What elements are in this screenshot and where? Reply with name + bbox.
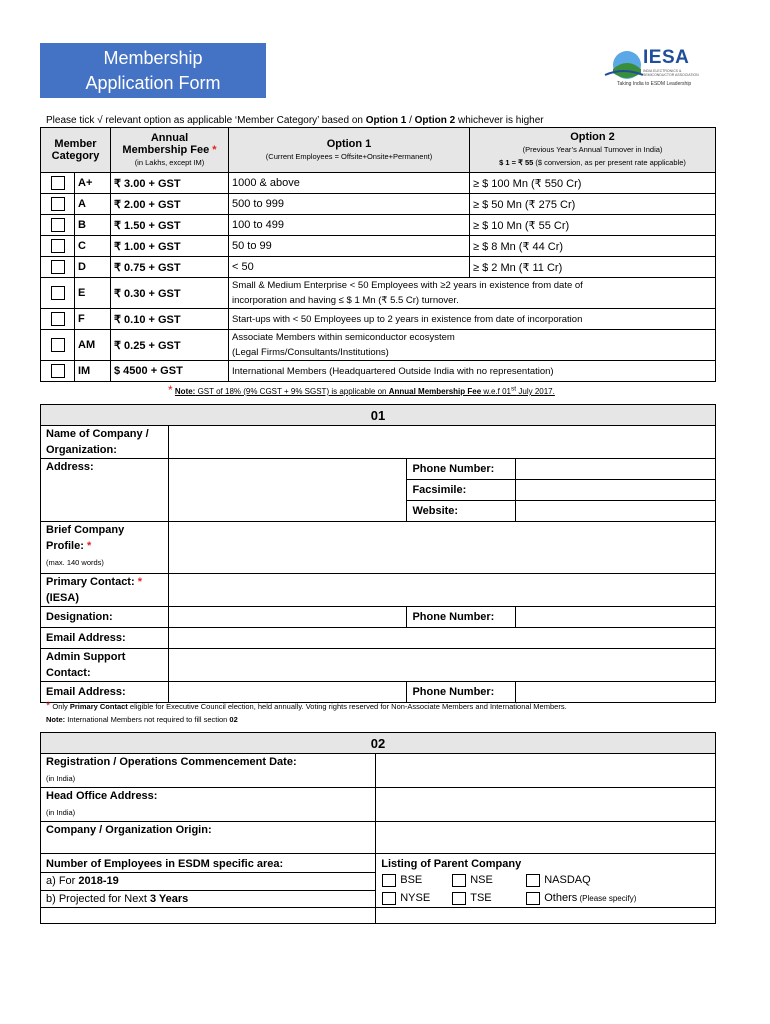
table-row — [41, 309, 716, 330]
category-fee: ₹ 0.25 + GST — [111, 330, 229, 361]
employees-label: Number of Employees in ESDM specific area: — [46, 858, 284, 870]
table-row — [41, 330, 716, 361]
category-code: E — [75, 278, 111, 309]
checkbox-cell — [41, 278, 75, 309]
form-row — [41, 788, 716, 822]
reg-date-text: Registration / Operations Commencement Date: — [46, 756, 297, 768]
email-label: Email Address: — [41, 628, 169, 649]
category-code: C — [75, 236, 111, 257]
table-row — [41, 236, 716, 257]
section-01-table — [40, 404, 716, 703]
note-text1: GST of 18% (9% CGST + 9% SGST) is applicable on — [195, 387, 389, 396]
form-title — [40, 43, 266, 98]
phone2-input[interactable] — [516, 607, 716, 628]
logo-small-text: INDIA ELECTRONICS & SEMICONDUCTOR ASSOCIATION — [643, 69, 699, 77]
head-office-sub: (in India) — [46, 808, 76, 817]
category-description — [229, 278, 716, 309]
form-row — [41, 822, 716, 854]
form-row — [41, 649, 716, 682]
profile-label-text: Brief Company Profile: — [46, 524, 125, 552]
form-row — [41, 574, 716, 607]
company-name-label: Name of Company / Organization: — [41, 426, 169, 459]
instruction-prefix: Please tick √ relevant option as applicable ‘Member Category’ based on — [46, 115, 366, 126]
note-bold: Annual Membership Fee — [388, 387, 482, 396]
category-code: IM — [75, 361, 111, 382]
header-opt2-sub1: (Previous Year’s Annual Turnover in India) — [522, 145, 663, 154]
exchange-nasdaq: NASDAQ — [544, 874, 591, 886]
category-option1: 100 to 499 — [229, 215, 470, 236]
emp-b-prefix: b) Projected for Next — [46, 893, 150, 905]
category-fee: $ 4500 + GST — [111, 361, 229, 382]
designation-label: Designation: — [41, 607, 169, 628]
category-checkbox-a-plus[interactable] — [51, 176, 65, 190]
website-input[interactable] — [516, 501, 716, 522]
address-label: Address: — [41, 459, 169, 522]
head-office-input[interactable] — [376, 788, 716, 822]
checkbox-cell — [41, 361, 75, 382]
required-star: * — [212, 143, 217, 156]
reg-date-sub: (in India) — [46, 774, 76, 783]
category-option1: 1000 & above — [229, 173, 470, 194]
desc-line2: incorporation and having ≤ $ 1 Mn (₹ 5.5 Cr) turnover. — [232, 295, 459, 306]
fax-label: Facsimile: — [407, 480, 516, 501]
phone-input[interactable] — [516, 459, 716, 480]
exchange-row-2 — [376, 890, 715, 907]
email2-label: Email Address: — [41, 682, 169, 703]
checkbox-others[interactable] — [526, 892, 540, 905]
blank-cell[interactable] — [376, 908, 716, 924]
gst-note — [168, 383, 555, 397]
checkbox-bse[interactable] — [382, 874, 396, 887]
note2-bold: Primary Contact — [69, 702, 128, 711]
admin-contact-label: Admin Support Contact: — [41, 649, 169, 682]
form-row — [41, 522, 716, 574]
phone3-label: Phone Number: — [407, 682, 516, 703]
form-row — [41, 607, 716, 628]
desc-line1: Small & Medium Enterprise < 50 Employees with ≥2 years in existence from date of — [232, 280, 583, 291]
phone-label: Phone Number: — [407, 459, 516, 480]
checkbox-cell — [41, 236, 75, 257]
instruction-opt2: Option 2 — [414, 115, 456, 126]
fax-input[interactable] — [516, 480, 716, 501]
category-checkbox-c[interactable] — [51, 239, 65, 253]
table-header-row — [41, 128, 716, 173]
table-row — [41, 278, 716, 309]
table-row — [41, 361, 716, 382]
category-code: F — [75, 309, 111, 330]
category-fee: ₹ 1.50 + GST — [111, 215, 229, 236]
section-number: 02 — [41, 733, 716, 754]
section-header — [41, 733, 716, 754]
exchange-tse: TSE — [470, 892, 492, 904]
header-category-2: Category — [51, 150, 100, 162]
instruction-sep: / — [406, 115, 415, 126]
note2-label: Note: — [46, 715, 66, 724]
exchange-bse: BSE — [400, 874, 423, 886]
header-opt1-sub: (Current Employees = Offsite+Onsite+Permanent) — [265, 151, 433, 161]
primary-contact-input[interactable] — [168, 574, 715, 607]
form-row — [41, 754, 716, 788]
head-office-text: Head Office Address: — [46, 790, 158, 802]
primary-contact-label — [41, 574, 169, 607]
checkbox-tse[interactable] — [452, 892, 466, 905]
profile-input[interactable] — [168, 522, 715, 574]
checkbox-cell — [41, 215, 75, 236]
others-sub: (Please specify) — [577, 894, 637, 903]
parent-listing-label: Listing of Parent Company — [381, 858, 522, 870]
origin-input[interactable] — [376, 822, 716, 854]
desc-line1: Associate Members within semiconductor ecosystem — [232, 332, 455, 343]
reg-date-input[interactable] — [376, 754, 716, 788]
exchange-row-1 — [376, 872, 715, 890]
category-fee: ₹ 2.00 + GST — [111, 194, 229, 215]
header-opt2-title: Option 2 — [570, 131, 615, 143]
header-fee-1: Annual — [150, 131, 189, 144]
note2-line1 — [46, 700, 567, 713]
website-label: Website: — [407, 501, 516, 522]
profile-sub: (max. 140 words) — [46, 558, 104, 567]
header-fee — [111, 128, 229, 173]
reg-date-label — [41, 754, 376, 788]
parent-listing-cell — [376, 854, 716, 908]
instruction-suffix: whichever is higher — [455, 115, 544, 126]
category-checkbox-d[interactable] — [51, 260, 65, 274]
form-row — [41, 854, 716, 908]
note-star: * — [168, 383, 173, 397]
checkbox-cell — [41, 194, 75, 215]
emp-a-prefix: a) For — [46, 875, 79, 887]
header-member-category — [41, 128, 111, 173]
logo-text: IESA — [643, 47, 690, 68]
employees-row-a[interactable] — [41, 872, 375, 890]
category-checkbox-f[interactable] — [51, 312, 65, 326]
primary-contact-text: Primary Contact: — [46, 576, 135, 588]
header-fee-2: Membership Fee — [122, 143, 210, 156]
required-star: * — [137, 576, 142, 588]
category-code: AM — [75, 330, 111, 361]
category-checkbox-am[interactable] — [51, 338, 65, 352]
employees-row-b[interactable] — [41, 890, 375, 907]
origin-label: Company / Organization Origin: — [41, 822, 376, 854]
checkbox-cell — [41, 309, 75, 330]
category-code: D — [75, 257, 111, 278]
note-text3: July 2017. — [516, 387, 555, 396]
exchange-nse: NSE — [470, 874, 493, 886]
head-office-label — [41, 788, 376, 822]
note2-text: International Members not required to fill section — [65, 715, 230, 724]
blank-cell[interactable] — [41, 908, 376, 924]
category-option1: < 50 — [229, 257, 470, 278]
section-header — [41, 405, 716, 426]
category-fee: ₹ 1.00 + GST — [111, 236, 229, 257]
note-sup: st — [510, 385, 517, 393]
category-code: B — [75, 215, 111, 236]
header-opt2-sub2: ($ conversion, as per present rate applicable) — [533, 158, 686, 167]
membership-category-table — [40, 127, 716, 382]
primary-contact-sub: (IESA) — [46, 592, 79, 604]
address-input[interactable] — [168, 459, 407, 522]
category-description: International Members (Headquartered Outside India with no representation) — [229, 361, 716, 382]
category-option2: ≥ $ 50 Mn (₹ 275 Cr) — [470, 194, 716, 215]
category-code: A+ — [75, 173, 111, 194]
table-row — [41, 173, 716, 194]
globe-icon — [603, 49, 643, 83]
category-option1: 50 to 99 — [229, 236, 470, 257]
logo-tagline: Taking India to ESDM Leadership — [617, 81, 692, 87]
category-option2: ≥ $ 8 Mn (₹ 44 Cr) — [470, 236, 716, 257]
instruction-opt1: Option 1 — [365, 115, 407, 126]
note2-section-ref: 02 — [229, 715, 238, 724]
section-number: 01 — [41, 405, 716, 426]
category-option1: 500 to 999 — [229, 194, 470, 215]
category-code: A — [75, 194, 111, 215]
checkbox-cell — [41, 330, 75, 361]
header-category-1: Member — [54, 138, 97, 150]
category-description — [229, 330, 716, 361]
checkbox-nasdaq[interactable] — [526, 874, 540, 887]
emp-a-year: 2018-19 — [78, 875, 119, 887]
header-option2 — [470, 128, 716, 173]
note-text2: w.e.f 01 — [481, 387, 511, 396]
header-fee-sub: (in Lakhs, except IM) — [134, 157, 205, 167]
category-option2: ≥ $ 100 Mn (₹ 550 Cr) — [470, 173, 716, 194]
form-row — [41, 459, 716, 480]
form-row — [41, 908, 716, 924]
title-line-1: Membership — [103, 48, 203, 68]
category-checkbox-b[interactable] — [51, 218, 65, 232]
desc-line2: (Legal Firms/Consultants/Institutions) — [232, 347, 389, 358]
header-opt2-rate: $ 1 = ₹ 55 — [499, 158, 534, 167]
category-checkbox-im[interactable] — [51, 364, 65, 378]
note2-line2 — [46, 713, 567, 726]
note-label: Note: — [174, 387, 196, 396]
form-row — [41, 628, 716, 649]
category-fee: ₹ 0.10 + GST — [111, 309, 229, 330]
checkbox-nse[interactable] — [452, 874, 466, 887]
table-row — [41, 194, 716, 215]
checkbox-cell — [41, 257, 75, 278]
checkbox-cell — [41, 173, 75, 194]
company-name-input[interactable] — [168, 426, 715, 459]
header-opt1-title: Option 1 — [326, 137, 372, 150]
category-checkbox-e[interactable] — [51, 286, 65, 300]
section-02-table — [40, 732, 716, 924]
checkbox-nyse[interactable] — [382, 892, 396, 905]
phone2-label: Phone Number: — [407, 607, 516, 628]
note2-text-a: Only — [50, 702, 70, 711]
emp-b-years: 3 Years — [149, 893, 189, 905]
contact-note — [46, 700, 567, 726]
note-star: * — [46, 700, 51, 712]
email-input[interactable] — [168, 628, 715, 649]
exchange-others: Others — [544, 892, 578, 904]
category-checkbox-a[interactable] — [51, 197, 65, 211]
exchange-nyse: NYSE — [400, 892, 431, 904]
category-option2: ≥ $ 2 Mn (₹ 11 Cr) — [470, 257, 716, 278]
designation-input[interactable] — [168, 607, 407, 628]
header-option1 — [229, 128, 470, 173]
category-fee: ₹ 0.30 + GST — [111, 278, 229, 309]
table-row — [41, 257, 716, 278]
note2-text-b: eligible for Executive Council election, held annually. Voting rights reserved for Non-Associate Members and International Members. — [127, 702, 567, 711]
iesa-logo — [603, 47, 713, 95]
title-line-2: Application Form — [85, 73, 221, 93]
admin-contact-input[interactable] — [168, 649, 715, 682]
instruction — [46, 115, 544, 126]
profile-label — [41, 522, 169, 574]
category-description: Start-ups with < 50 Employees up to 2 years in existence from date of incorporation — [229, 309, 716, 330]
category-fee: ₹ 0.75 + GST — [111, 257, 229, 278]
category-fee: ₹ 3.00 + GST — [111, 173, 229, 194]
employees-cell — [41, 854, 376, 908]
category-option2: ≥ $ 10 Mn (₹ 55 Cr) — [470, 215, 716, 236]
table-row — [41, 215, 716, 236]
form-row — [41, 426, 716, 459]
required-star: * — [86, 540, 92, 552]
